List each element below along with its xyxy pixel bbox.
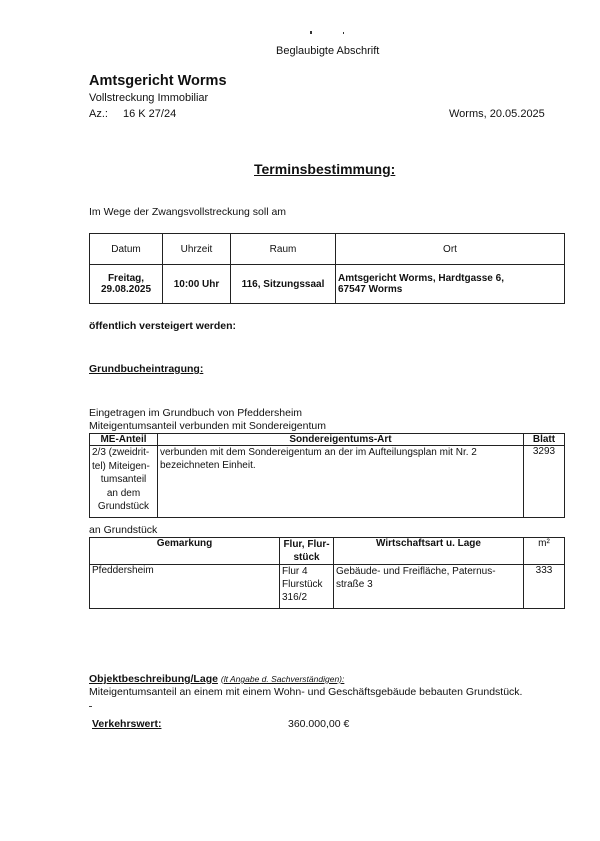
plot-header-flur-line2: stück	[293, 552, 320, 563]
share-anteil-line: tel) Miteigen-	[92, 460, 150, 472]
schedule-place-line1: Amtsgericht Worms, Hardtgasse 6,	[338, 273, 504, 284]
share-anteil-line: 2/3 (zweidrit-	[92, 447, 150, 458]
schedule-header-date: Datum	[90, 234, 163, 265]
grundbuch-heading: Grundbucheintragung:	[89, 363, 204, 375]
schedule-table	[89, 233, 565, 304]
share-blatt: 3293	[524, 446, 565, 518]
share-header-blatt: Blatt	[524, 434, 565, 446]
verkehrswert-value: 360.000,00 €	[288, 718, 350, 730]
plot-table	[89, 537, 565, 609]
plot-flur-line: Flur 4	[282, 566, 308, 577]
plot-wirtschaftsart	[334, 565, 524, 609]
share-anteil-line: an dem	[106, 487, 141, 499]
share-art-line: verbunden mit dem Sondereigentum an der im Aufteilungsplan mit Nr. 2	[160, 447, 477, 458]
an-grundstueck: an Grundstück	[89, 524, 158, 536]
plot-header-flur	[280, 538, 334, 565]
scan-speck	[310, 31, 312, 34]
share-anteil	[90, 446, 158, 518]
share-header-art: Sondereigentums-Art	[158, 434, 524, 446]
plot-header-area: m²	[524, 538, 565, 565]
intro-text: Im Wege der Zwangsvollstreckung soll am	[89, 206, 287, 218]
court-name: Amtsgericht Worms	[89, 73, 227, 89]
schedule-place-line2: 67547 Worms	[338, 284, 403, 295]
plot-area: 333	[524, 565, 565, 609]
schedule-date-weekday: Freitag,	[107, 273, 145, 284]
share-anteil-line: Grundstück	[97, 501, 150, 512]
plot-header-wirtschaftsart: Wirtschaftsart u. Lage	[334, 538, 524, 565]
share-art-line: bezeichneten Einheit.	[160, 460, 256, 471]
case-number-label: Az.:	[89, 108, 108, 120]
schedule-time: 10:00 Uhr	[163, 265, 231, 304]
case-number: 16 K 27/24	[123, 108, 177, 120]
share-header-anteil: ME-Anteil	[90, 434, 158, 446]
court-department: Vollstreckung Immobiliar	[89, 92, 209, 104]
schedule-date-value: 29.08.2025	[100, 284, 152, 295]
plot-flur-line: Flurstück	[282, 579, 323, 590]
grundbuch-line1: Eingetragen im Grundbuch von Pfeddersheim	[89, 407, 303, 419]
plot-wirtschaftsart-line: straße 3	[336, 579, 373, 590]
share-anteil-line: tumsanteil	[100, 474, 147, 485]
verkehrswert-label: Verkehrswert:	[92, 718, 162, 730]
schedule-place	[336, 265, 565, 304]
scan-speck	[343, 32, 344, 34]
scan-mark	[89, 706, 92, 707]
schedule-header-room: Raum	[231, 234, 336, 265]
objekt-text: Miteigentumsanteil an einem mit einem Wohn- und Geschäftsgebäude bebauten Grundstück.	[89, 686, 523, 698]
schedule-date	[90, 265, 163, 304]
plot-header-flur-line1: Flur, Flur-	[283, 539, 330, 550]
objekt-heading: Objektbeschreibung/Lage	[89, 673, 218, 685]
grundbuch-line2: Miteigentumsanteil verbunden mit Sondereigentum	[89, 420, 326, 432]
share-table	[89, 433, 565, 518]
objekt-heading-note: (lt Angabe d. Sachverständigen):	[220, 674, 345, 684]
schedule-header-place: Ort	[336, 234, 565, 265]
schedule-room: 116, Sitzungssaal	[231, 265, 336, 304]
auction-note: öffentlich versteigert werden:	[89, 320, 237, 332]
plot-gemarkung: Pfeddersheim	[90, 565, 280, 609]
plot-wirtschaftsart-line: Gebäude- und Freifläche, Paternus-	[336, 566, 496, 577]
place-date: Worms, 20.05.2025	[449, 108, 545, 120]
plot-flur-line: 316/2	[282, 592, 308, 603]
certified-copy-title: Beglaubigte Abschrift	[276, 45, 380, 57]
document-title: Terminsbestimmung:	[254, 161, 396, 177]
share-sondereigentum	[158, 446, 524, 518]
plot-flur	[280, 565, 334, 609]
objekt-heading-line	[89, 673, 344, 685]
schedule-header-time: Uhrzeit	[163, 234, 231, 265]
plot-header-gemarkung: Gemarkung	[90, 538, 280, 565]
